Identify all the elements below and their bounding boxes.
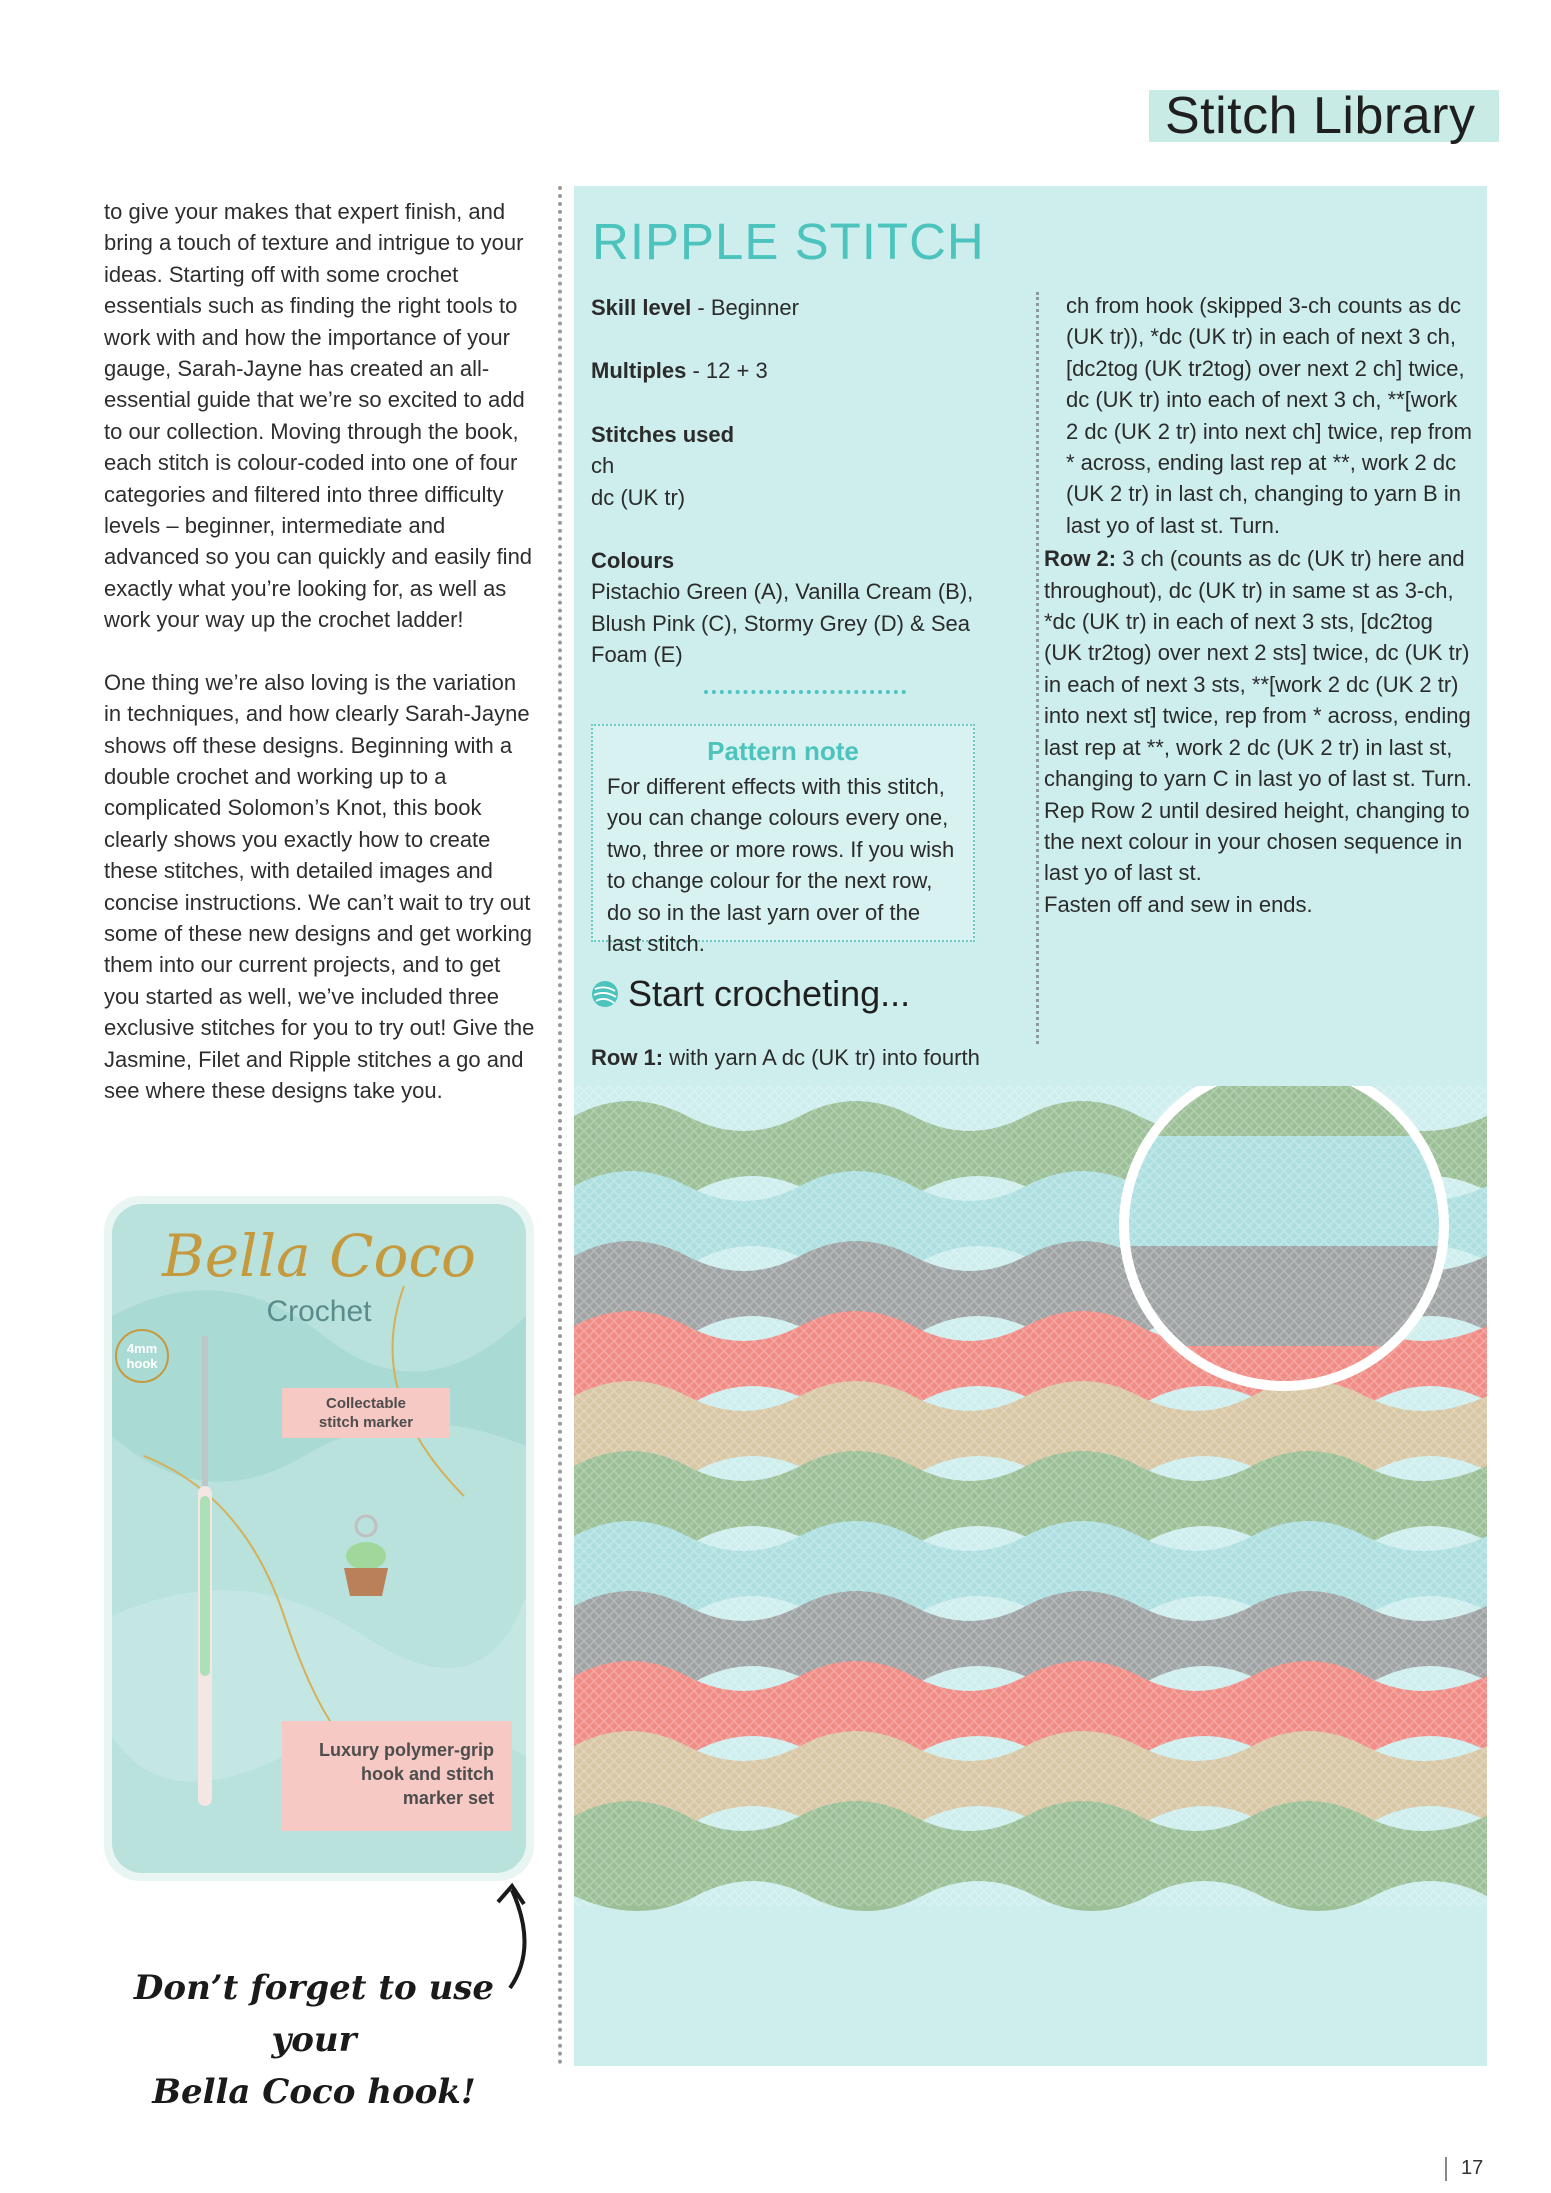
dotted-separator — [704, 690, 906, 694]
row2-instruction — [1044, 543, 1474, 794]
intro-text — [104, 196, 536, 1137]
hook-label: hook — [126, 1356, 158, 1371]
brand-sub: Crochet — [266, 1295, 372, 1328]
luxury-line1: Luxury polymer-grip — [318, 1740, 494, 1760]
luxury-line2: hook and stitch — [360, 1764, 494, 1784]
repeat-instruction: Rep Row 2 until desired height, changing to the next colour in your chosen sequence in last yo of last st. — [1044, 797, 1470, 886]
skill-label: Skill level — [591, 295, 692, 320]
multiples-value: - 12 + 3 — [686, 358, 768, 384]
fasten-instruction: Fasten off and sew in ends. — [1044, 891, 1313, 917]
intro-paragraph-2: One thing we’re also loving is the variation in techniques, and how clearly Sarah-Jayne shows off these designs. Beginning with a double crochet and working up to a complicated Solomon’s Knot, this book clearly shows you exactly how to create these stitches, with detailed images and concise instructions. We can’t wait to try out some of these new designs and get working them into our current projects, and to get you started as well, we’ve included three exclusive stitches for you to try out! Give the Jasmine, Filet and Ripple stitches a go and see where these designs take you. — [104, 669, 535, 1103]
yarn-ball-icon — [590, 979, 620, 1009]
stitch-title: RIPPLE STITCH — [592, 213, 985, 270]
page-number: 17 — [1461, 2157, 1484, 2179]
marker-label-line1: Collectable — [325, 1395, 407, 1412]
pattern-note-box — [591, 724, 975, 957]
stitches-label: Stitches used — [591, 421, 735, 447]
intro-paragraph-1: to give your makes that expert finish, and bring a touch of texture and intrigue to your ideas. Starting off with some crochet essentials such as finding the right tools to work with and how the importance of your gauge, Sarah-Jayne has created an all-essential guide that we’re so excited to add to our collection. Moving through the book, each stitch is colour-coded into one of four categories and filtered into three difficulty levels – beginner, intermediate and advanced so you can quickly and easily find exactly what you’re looking for, as well as work your way up the crochet ladder! — [104, 199, 533, 633]
row1-label: Row 1: — [591, 1045, 664, 1070]
instructions-column — [1044, 290, 1474, 920]
pattern-note-body: For different effects with this stitch, you can change colours every one, two, three or more rows. If you wish to change colour for the next row, do so in the last yarn over of the last stitch. — [607, 774, 955, 957]
ripple-stitch-photo — [574, 1086, 1487, 2066]
row1-instruction — [591, 1042, 1011, 1073]
caption-line2: Bella Coco hook! — [152, 2072, 476, 2112]
row2-text: 3 ch (counts as dc (UK tr) here and throughout), dc (UK tr) in same st as 3-ch, *dc (UK tr) in each of next 3 sts, [dc2tog (UK tr2tog) over next 2 sts] twice, dc (UK tr) in each of next 3 sts, **[work 2 dc (UK 2 tr) into next st] twice, rep from * across, ending last rep at **, work 2 dc (UK 2 tr) in last st, changing to yarn C in last yo of last st. Turn. — [1044, 546, 1472, 792]
colours-value: Pistachio Green (A), Vanilla Cream (B), Blush Pink (C), Stormy Grey (D) & Sea Foam (E) — [591, 579, 974, 668]
row2-label: Row 2: — [1044, 546, 1117, 572]
row1-continued: ch from hook (skipped 3-ch counts as dc (UK tr)), *dc (UK tr) in each of next 3 ch, [dc2tog (UK tr2tog) over next 2 ch] twice, dc (UK tr) into each of next 3 ch, **[work 2 dc (UK 2 tr) into next ch] twice, rep from * across, ending last rep at **, work 2 dc (UK 2 tr) in last ch, changing to yarn B in last yo of last st. Turn. — [1066, 293, 1472, 538]
luxury-line3: marker set — [402, 1788, 494, 1808]
section-tab: Stitch Library — [1149, 90, 1499, 142]
stitch-item: dc (UK tr) — [591, 484, 686, 510]
instruction-column-divider — [1036, 292, 1039, 1044]
page-number-rule — [1445, 2157, 1447, 2181]
bella-coco-product-card — [104, 1196, 534, 1881]
start-heading — [590, 970, 910, 1018]
pattern-note-title: Pattern note — [707, 736, 859, 766]
skill-value: - Beginner — [691, 295, 799, 320]
stitch-item: ch — [591, 453, 615, 479]
marker-label-line2: stitch marker — [318, 1414, 414, 1431]
start-heading-text: Start crocheting... — [628, 973, 911, 1014]
brand-logo: Bella Coco — [162, 1222, 476, 1290]
caption-line1: Don’t forget to use your — [133, 1968, 495, 2060]
row1-start: with yarn A dc (UK tr) into fourth — [663, 1045, 980, 1070]
caption — [94, 1962, 534, 2118]
stitch-details — [591, 292, 991, 703]
colours-label: Colours — [591, 548, 675, 574]
hook-size: 4mm — [126, 1341, 158, 1356]
column-divider — [558, 186, 562, 2066]
multiples-label: Multiples — [591, 358, 687, 384]
